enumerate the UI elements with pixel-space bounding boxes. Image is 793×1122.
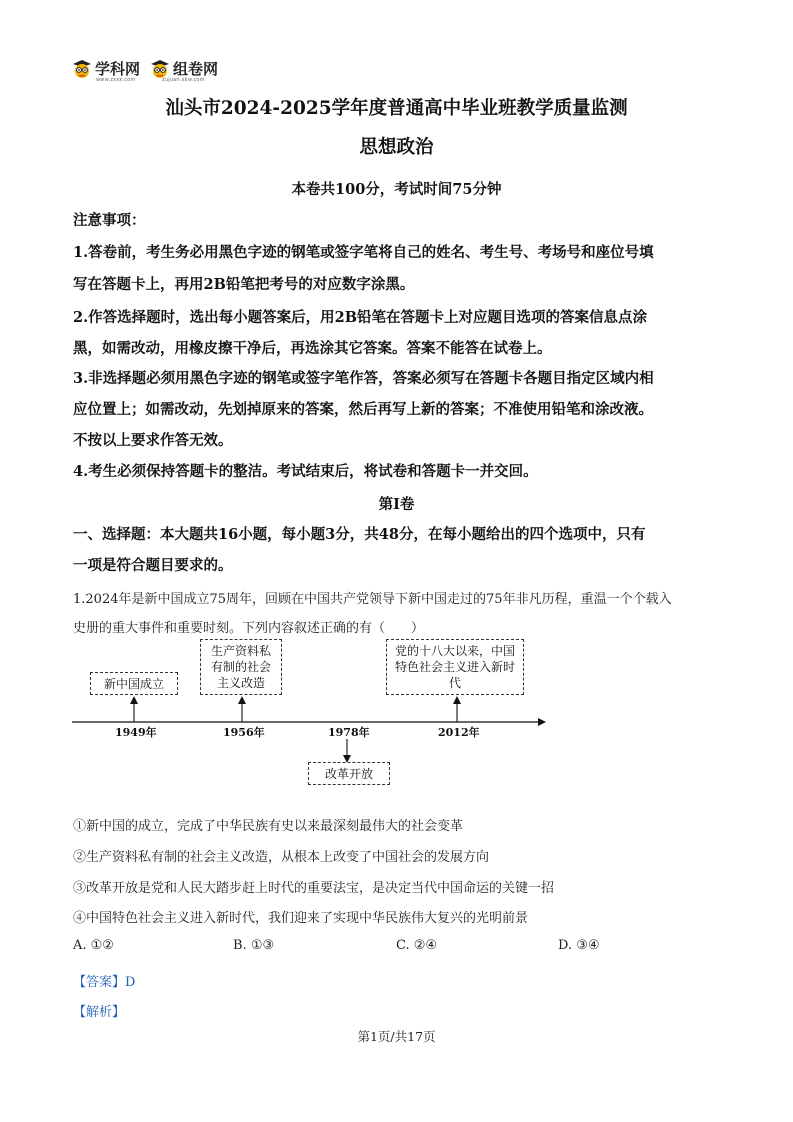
notice-line: 4.考生必须保持答题卡的整洁。考试结束后，将试卷和答题卡一并交回。: [73, 463, 538, 480]
statement: ①新中国的成立，完成了中华民族有史以来最深刻最伟大的社会变革: [73, 819, 464, 834]
statement: ③改革开放是党和人民大踏步赶上时代的重要法宝，是决定当代中国命运的关键一招: [73, 881, 555, 896]
header-logos: [72, 58, 219, 83]
choice-c: C. ②④: [396, 938, 438, 953]
exam-subject: 思想政治: [359, 137, 434, 158]
section-instruction: 一、选择题：本大题共16小题，每小题3分，共48分，在每小题给出的四个选项中，只有: [73, 526, 646, 543]
notice-line: 写在答题卡上，再用2B铅笔把考号的对应数字涂黑。: [73, 276, 415, 293]
statement: ④中国特色社会主义进入新时代，我们迎来了实现中华民族伟大复兴的光明前景: [73, 911, 529, 926]
owl-logo-icon: [72, 59, 92, 79]
timeline-event-box: 新中国成立: [90, 672, 178, 695]
page-number: 第1页/共17页: [357, 1029, 436, 1044]
question-stem: 1.2024年是新中国成立75周年，回顾在中国共产党领导下新中国走过的75年非凡历程，重温一个个载入: [73, 592, 672, 607]
logo-name: 组卷网: [173, 60, 219, 78]
analysis-label: 【解析】: [73, 1005, 126, 1020]
timeline-year: 1956年: [223, 726, 265, 739]
question-stem: 史册的重大事件和重要时刻。下列内容叙述正确的有（ ）: [73, 621, 425, 636]
notice-line: 应位置上；如需改动，先划掉原来的答案，然后再写上新的答案；不准使用铅笔和涂改液。: [73, 401, 653, 418]
notice-line: 2.作答选择题时，选出每小题答案后，用2B铅笔在答题卡上对应题目选项的答案信息点涂: [73, 309, 647, 326]
timeline-figure: [68, 635, 558, 790]
timeline-year: 2012年: [438, 726, 480, 739]
logo-url: zujuan.xkw.com: [162, 77, 205, 83]
choice-d: D. ③④: [558, 938, 600, 953]
volume-title: 第Ⅰ卷: [378, 496, 415, 513]
logo-name: 学科网: [95, 60, 141, 78]
timeline-event-box: 改革开放: [308, 762, 390, 785]
section-instruction: 一项是符合题目要求的。: [73, 557, 233, 574]
notice-line: 不按以上要求作答无效。: [73, 432, 233, 449]
timeline-event-box: 党的十八大以来，中国特色社会主义进入新时代: [386, 639, 524, 695]
notice-line: 黑，如需改动，用橡皮擦干净后，再选涂其它答案。答案不能答在试卷上。: [73, 340, 552, 357]
choice-a: A. ①②: [73, 938, 114, 953]
answer-label: 【答案】D: [73, 975, 136, 990]
choice-b: B. ①③: [233, 938, 275, 953]
logo-url: www.zxxk.com: [96, 77, 136, 83]
timeline-event-box: 生产资料私有制的社会主义改造: [200, 639, 282, 695]
exam-title: 汕头市2024-2025学年度普通高中毕业班教学质量监测: [165, 98, 628, 119]
notice-line: 3.非选择题必须用黑色字迹的钢笔或签字笔作答，答案必须写在答题卡各题目指定区域内相: [73, 370, 654, 387]
logo-zujuan: [150, 58, 218, 79]
timeline-year: 1978年: [328, 726, 370, 739]
owl-logo-icon: [150, 59, 170, 79]
exam-info: 本卷共100分，考试时间75分钟: [291, 181, 502, 198]
statement: ②生产资料私有制的社会主义改造，从根本上改变了中国社会的发展方向: [73, 850, 490, 865]
notice-line: 1.答卷前，考生务必用黑色字迹的钢笔或签字笔将自己的姓名、考生号、考场号和座位号填: [73, 244, 654, 261]
logo-xueke: [72, 58, 140, 79]
notice-heading: 注意事项：: [73, 212, 146, 229]
timeline-year: 1949年: [115, 726, 157, 739]
